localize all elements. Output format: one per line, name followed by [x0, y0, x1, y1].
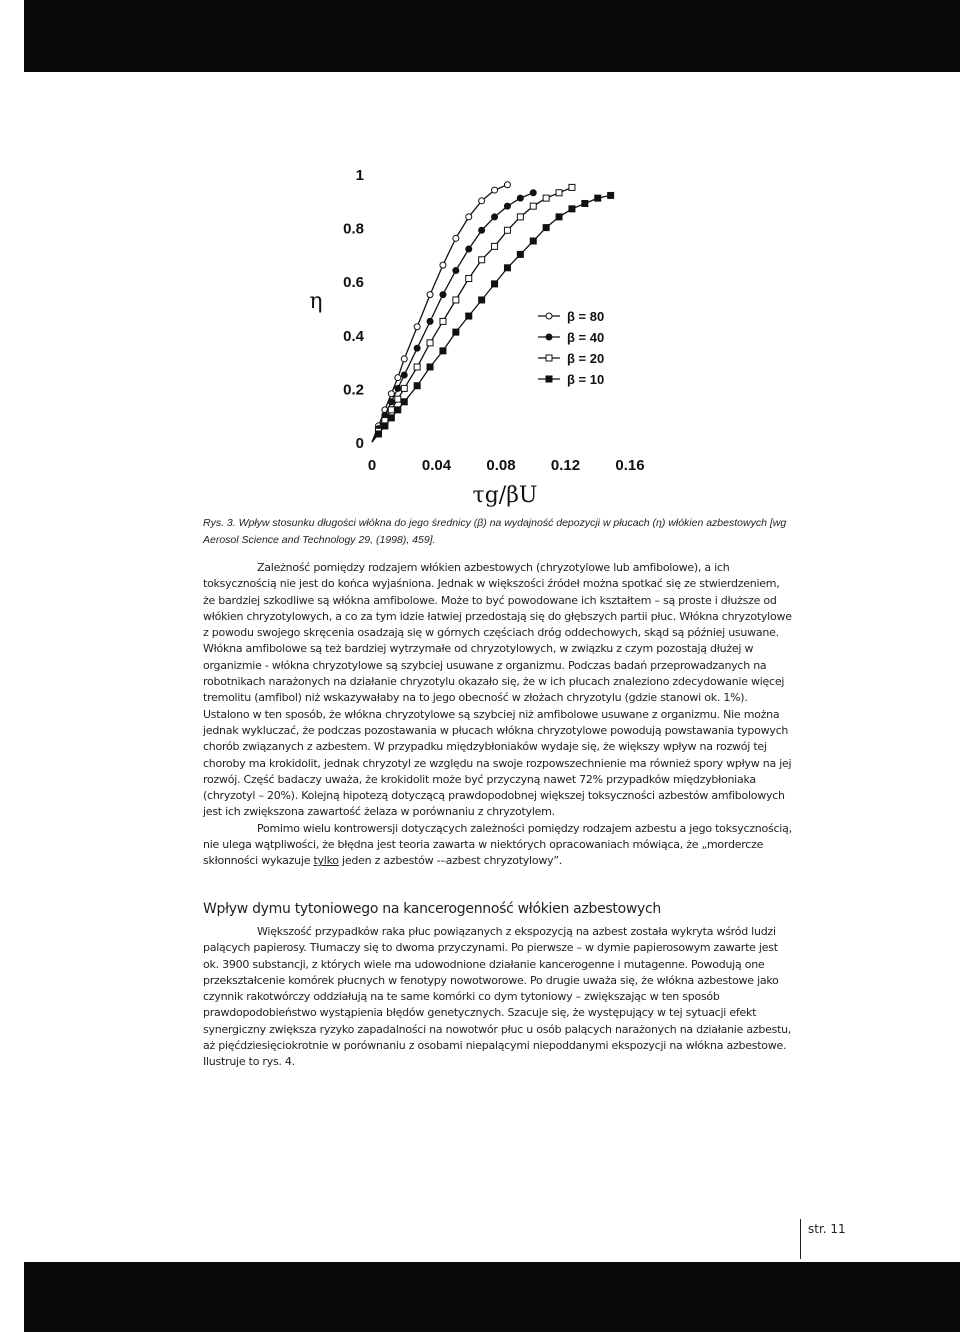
data-point	[395, 396, 401, 402]
legend-label: β = 10	[567, 372, 605, 387]
data-point	[479, 198, 485, 204]
legend-entry	[538, 351, 604, 366]
data-point	[414, 383, 420, 389]
y-tick-label: 0.2	[343, 381, 364, 399]
paragraph-text: Pomimo wielu kontrowersji dotyczących zależności pomiędzy rodzajem azbestu a jego toksycznością, nie ulega wątpliwości, że błędna jest teoria zawarta w niektórych opracowaniach mówiąca, że „mordercze skłonności wykazuje	[203, 821, 792, 868]
figure-caption: Rys. 3. Wpływ stosunku długości włókna do jego średnicy (β) na wydajność depozycji w płucach (η) włókien azbestowych [wg Aerosol Science and Technology 29, (1998), 459].	[203, 517, 787, 546]
header-bar	[24, 0, 960, 72]
data-point	[388, 407, 394, 413]
data-point	[382, 423, 388, 429]
data-point	[543, 225, 549, 231]
x-tick-label: 0.16	[615, 457, 645, 474]
data-point	[375, 431, 381, 437]
data-point	[517, 214, 523, 220]
section-body	[203, 560, 793, 870]
y-axis-label: η	[309, 289, 323, 314]
x-tick-label: 0.12	[550, 457, 581, 474]
legend-entry	[538, 309, 604, 324]
data-point	[414, 345, 420, 351]
data-point	[479, 297, 485, 303]
data-point	[401, 385, 407, 391]
data-point	[395, 375, 401, 381]
y-tick-label: 0.4	[343, 327, 364, 345]
x-tick-label: 0	[367, 457, 377, 474]
data-point	[388, 391, 394, 397]
data-point	[582, 200, 588, 206]
x-tick-label: 0.04	[421, 457, 452, 474]
paragraph-text: jeden z azbestów -–azbest chryzotylowy”.	[338, 854, 563, 868]
data-point	[556, 214, 562, 220]
paragraph: Zależność pomiędzy rodzajem włókien azbestowych (chryzotylowe lub amfibolowe), a ich toksycznością nie jest do końca wyjaśniona. Jednak w większości źródeł można spotkać się ze stwierdzeniem, że bardziej szkodliwe są włókna amfibolowe. Może to być powodowane ich kształtem – są proste i dłuższe od włókien chryzotylowych, a co za tym idzie łatwiej przedostają się do głębszych partii płuc. Włókna chryzotylowe z powodu swojego skręcenia osadzają się w górnych częściach dróg oddechowych, skąd są później usuwane. Włókna amfibolowe są też bardziej wytrzymałe od chryzotylowych, w związku z czym pozostają dłużej w organizmie - włókna chryzotylowe są szybciej usuwane z organizmu. Podczas badań przeprowadzanych na robotnikach narażonych na działanie chryzotylu okazało się, że w ich płucach znaleziono zdecydowanie więcej tremolitu (amfibol) niż wskazywałaby na to jego obecność w złożach chryzotylu (gdzie stanowi ok. 1%). Ustalono w ten sposób, że włókna chryzotylowe są szybciej niż amfibolowe usuwane z organizmu. Nie można jednak wykluczać, że podczas pozostawania w płucach włókna chryzotylowe powodują powstawania typowych chorób związanych z azbestem. W przypadku międzybłoniaków wydaje się, że większy wpływ na rozwój tej choroby ma krokidolit, jednak chryzotyl ze względu na swoje rozpowszechnienie ma również spory wpływ na jej rozwój. Część badaczy uważa, że krokidolit może być przyczyną nawet 72% przypadków międzybłoniaka (chryzotyl – 20%). Kolejną hipotezą dotyczącą prawdopodobnej większej toksyczności azbestów amfibolowych jest ich zwiększona zawartość żelaza w porównaniu z chryzotylem.	[203, 561, 792, 819]
data-point	[504, 227, 510, 233]
data-point	[453, 297, 459, 303]
data-point	[440, 292, 446, 298]
data-point	[556, 190, 562, 196]
data-point	[395, 407, 401, 413]
legend-label: β = 80	[567, 309, 605, 324]
data-point	[401, 399, 407, 405]
data-point	[401, 356, 407, 362]
data-point	[479, 257, 485, 263]
section-heading: Wpływ dymu tytoniowego na kancerogenność włókien azbestowych	[203, 900, 661, 917]
y-tick-label: 1	[355, 167, 364, 184]
data-point	[440, 262, 446, 268]
series-1	[372, 190, 536, 442]
x-axis-label: τg/βU	[472, 483, 538, 508]
data-point	[517, 195, 523, 201]
data-point	[492, 243, 498, 249]
legend-label: β = 40	[567, 330, 605, 345]
y-tick-label: 0.6	[343, 274, 364, 292]
data-point	[466, 214, 472, 220]
legend-entry	[538, 330, 604, 345]
data-point	[530, 190, 536, 196]
legend-label: β = 20	[567, 351, 605, 366]
data-point	[546, 355, 552, 361]
paragraph	[203, 821, 793, 870]
underlined-word: tylko	[313, 854, 339, 868]
data-point	[427, 340, 433, 346]
data-point	[414, 364, 420, 370]
data-point	[440, 318, 446, 324]
data-point	[427, 318, 433, 324]
legend-entry	[538, 372, 604, 387]
data-point	[595, 195, 601, 201]
footer-bar	[24, 1262, 960, 1332]
y-tick-label: 0.8	[343, 220, 364, 238]
data-point	[504, 182, 510, 188]
page-number: str. 11	[808, 1222, 846, 1236]
section-body	[203, 924, 793, 1071]
data-point	[479, 227, 485, 233]
data-point	[427, 364, 433, 370]
data-point	[546, 334, 552, 340]
data-point	[453, 267, 459, 273]
data-point	[492, 281, 498, 287]
data-point	[453, 235, 459, 241]
data-point	[466, 246, 472, 252]
data-point	[569, 184, 575, 190]
data-point	[395, 385, 401, 391]
data-point	[427, 292, 433, 298]
paragraph: Większość przypadków raka płuc powiązanych z ekspozycją na azbest została wykryta wśród ludzi palących papierosy. Tłumaczy się to dwoma przyczynami. Po pierwsze – w dymie papierosowym zawarte jest ok. 3900 substancji, z których wiele ma udowodnione działanie kancerogenne i mutagenne. Powodują one przekształcenie komórek płucnych w fenotypy nowotworowe. Po drugie uważa się, że włókna azbestowe jako czynnik rakotwórczy oddziałują na te same komórki co dym tytoniowy – zwiększając w ten sposób prawdopodobieństwo wystąpienia błędów genetycznych. Szacuje się, że występujący w tej sytuacji efekt synergiczny zwiększa ryzyko zapadalności na nowotwór płuc u osób palących narażonych na działanie azbestu, aż pięćdziesięciokrotnie w porównaniu z osobami niepalącymi niepoddanymi ekspozycji na włókna azbestowe. Ilustruje to rys. 4.	[203, 925, 792, 1069]
data-point	[492, 187, 498, 193]
data-point	[466, 276, 472, 282]
data-point	[453, 329, 459, 335]
data-point	[492, 214, 498, 220]
data-point	[546, 376, 552, 382]
data-point	[543, 195, 549, 201]
deposition-efficiency-chart	[290, 150, 690, 520]
data-point	[414, 324, 420, 330]
data-point	[388, 399, 394, 405]
data-point	[504, 265, 510, 271]
data-point	[608, 192, 614, 198]
data-point	[569, 206, 575, 212]
data-point	[440, 348, 446, 354]
data-point	[546, 313, 552, 319]
data-point	[517, 251, 523, 257]
data-point	[530, 203, 536, 209]
data-point	[504, 203, 510, 209]
data-point	[466, 313, 472, 319]
y-tick-label: 0	[355, 435, 364, 452]
data-point	[388, 415, 394, 421]
data-point	[401, 372, 407, 378]
data-point	[530, 238, 536, 244]
footer-divider	[800, 1219, 801, 1259]
x-tick-label: 0.08	[486, 457, 516, 474]
